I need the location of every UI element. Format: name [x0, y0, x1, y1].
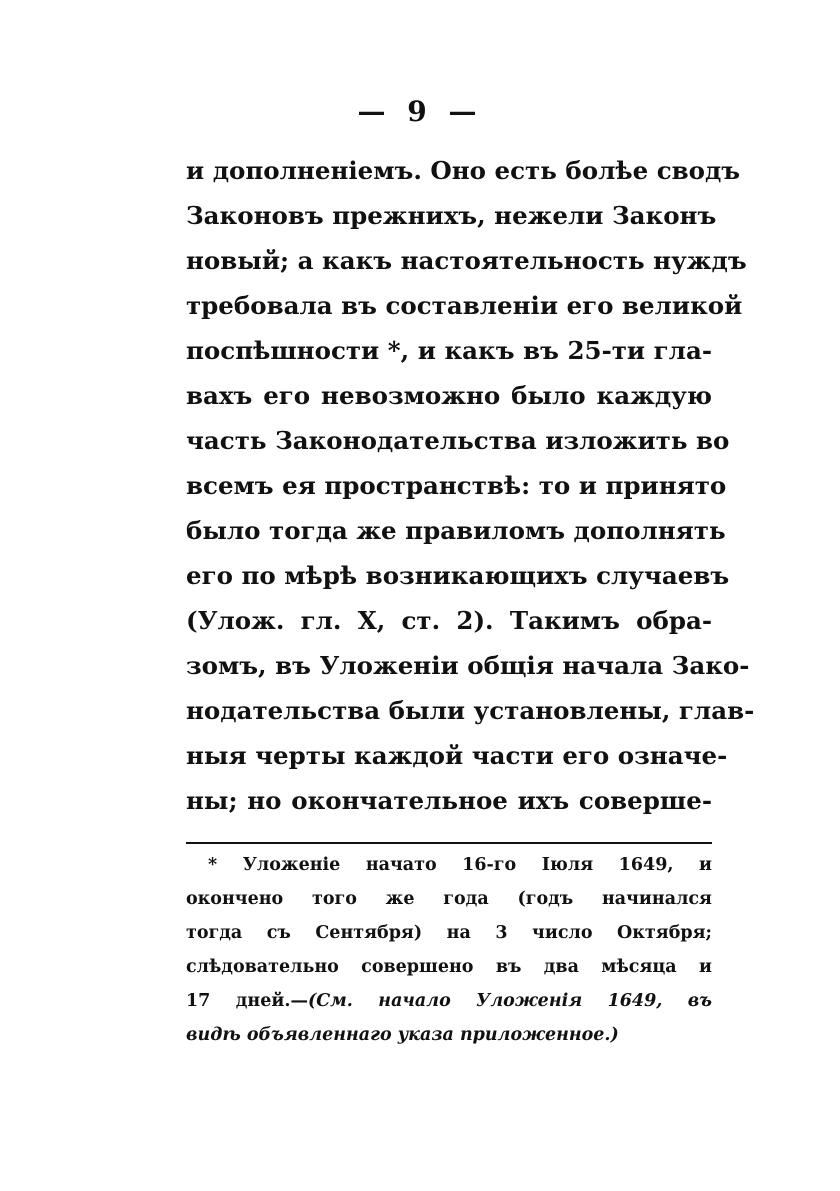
body-line: ны; но окончательное ихъ соверше- — [186, 786, 712, 815]
body-line: его по мѣрѣ возникающихъ случаевъ — [186, 561, 730, 590]
footnote-citation: видѣ объявленнаго указа приложенное.) — [186, 1025, 619, 1045]
body-line: часть Законодательства изложить во — [186, 426, 730, 455]
body-line: и дополненіемъ. Оно есть болѣе сводъ — [186, 156, 741, 185]
footnote-citation: (См. начало Уложенія 1649, въ — [307, 991, 713, 1011]
body-line: ныя черты каждой части его означе- — [186, 741, 728, 770]
footnote-line: тогда съ Сентября) на 3 число Октября; — [186, 923, 712, 943]
footnote — [186, 848, 712, 1052]
body-text — [186, 148, 755, 823]
body-line: Законовъ прежнихъ, нежели Законъ — [186, 201, 717, 230]
body-line: (Улож. гл. X, ст. 2). Такимъ обра- — [186, 606, 712, 635]
body-line: требовала въ составленіи его великой — [186, 291, 743, 320]
footnote-line: окончено того же года (годъ начинался — [186, 889, 712, 909]
body-line: было тогда же правиломъ дополнять — [186, 516, 726, 545]
footnote-line — [186, 984, 712, 1018]
footnote-divider — [186, 842, 712, 844]
body-line: зомъ, въ Уложеніи общія начала Зако- — [186, 651, 750, 680]
footnote-line: * Уложеніе начато 16-го Іюля 1649, и — [208, 855, 712, 875]
page-number: — 9 — — [357, 95, 483, 128]
footnote-line: слѣдовательно совершено въ два мѣсяца и — [186, 957, 712, 977]
body-line: новый; а какъ настоятельность нуждъ — [186, 246, 747, 275]
body-line: поспѣшности *, и какъ въ 25-ти гла- — [186, 336, 712, 365]
body-line: всемъ ея пространствѣ: то и принято — [186, 471, 727, 500]
footnote-text: 17 дней.— — [186, 991, 308, 1011]
body-line: нодательства были установлены, глав- — [186, 696, 755, 725]
body-line: вахъ его невозможно было каждую — [186, 381, 712, 410]
